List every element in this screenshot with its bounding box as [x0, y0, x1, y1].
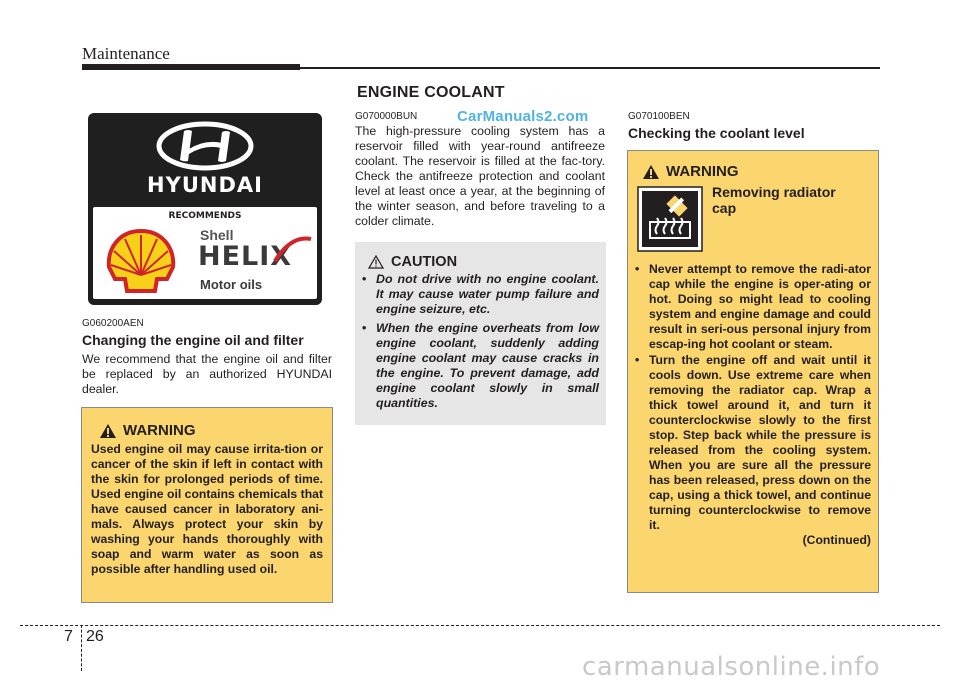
footer-vertical-divider — [81, 625, 82, 671]
check-section-code: G070100BEN — [628, 111, 690, 122]
ad-motor-oils-text: Motor oils — [200, 277, 263, 292]
watermark-bottom[interactable]: carmanualsonline.info — [582, 652, 881, 682]
warning-item — [635, 353, 871, 533]
chapter-number: 7 — [64, 628, 73, 645]
ad-shell-text: Shell — [200, 227, 234, 243]
caution-item-text: Do not drive with no engine coolant. It may cause water pump failure and engine seizure, etc. — [376, 272, 599, 316]
page-heading: ENGINE COOLANT — [357, 84, 505, 101]
continued-label: (Continued) — [802, 533, 871, 547]
ad-white-panel — [93, 207, 317, 299]
warning-item — [635, 262, 871, 352]
helix-swoosh-icon — [273, 235, 313, 265]
oil-warning-box — [81, 407, 333, 603]
caution-title: CAUTION — [391, 254, 458, 270]
oil-section-body: We recommend that the engine oil and filter be replaced by an authorized HYUNDAI dealer. — [82, 352, 332, 396]
ad-recommends-text: RECOMMENDS — [168, 211, 242, 221]
ad-brand-text: HYUNDAI — [147, 173, 263, 197]
hot-coolant-icon — [637, 186, 703, 252]
coolant-section-body: The high-pressure cooling system has a reservoir filled with year-round antifreeze coolant. The reservoir is filled at the fac-tory. Check the antifreeze protection and coolant level at least once a year, at the beginning of the winter season, and before traveling to a colder climate. — [355, 124, 605, 228]
header-rule-thin — [300, 67, 880, 69]
bullet-icon: • — [362, 321, 367, 335]
radiator-warning-box — [627, 150, 879, 593]
hyundai-shell-ad-image — [88, 113, 322, 305]
caution-item-text: When the engine overheats from low engine coolant, suddenly adding engine coolant may cause cracks in the engine. To prevent damage, add engine coolant slowly in small quantities. — [376, 321, 599, 410]
oil-warning-text: Used engine oil may cause irrita-tion or cancer of the skin if left in contact with the skin for prolonged periods of time. Used engine oil contains chemicals that have caused cancer in laboratory ani-mals. Always protect your skin by washing your hands thoroughly with soap and warm water as soon as possible after handling used oil. — [91, 442, 323, 576]
warning-item-text: Never attempt to remove the radi-ator cap while the engine is oper-ating or hot. Doing so might lead to cooling system and engine damage and could result in seri-ous personal injury from escap-ing hot coolant or steam. — [649, 262, 871, 351]
radiator-warning-subtitle: Removing radiator cap — [712, 184, 836, 216]
bullet-icon: • — [635, 353, 640, 367]
radiator-warning-title: WARNING — [666, 163, 739, 180]
oil-warning-title: WARNING — [123, 422, 196, 439]
footer-divider — [20, 625, 940, 626]
caution-triangle-icon — [368, 255, 384, 269]
bullet-icon: • — [635, 262, 640, 276]
page-number: 26 — [86, 628, 104, 645]
header-rule-thick — [82, 64, 300, 70]
caution-item — [362, 272, 599, 317]
shell-pecten-icon — [101, 225, 181, 297]
warning-triangle-icon — [642, 164, 660, 180]
coolant-section-code: G070000BUN — [355, 111, 418, 122]
radiator-warning-list — [635, 262, 871, 548]
ad-helix-text: HELIX — [198, 241, 293, 272]
oil-section-code: G060200AEN — [82, 318, 144, 329]
check-section-title: Checking the coolant level — [628, 125, 805, 141]
caution-box — [355, 242, 606, 425]
watermark-top[interactable]: CarManuals2.com — [457, 108, 589, 125]
section-title: Maintenance — [82, 44, 170, 63]
caution-item — [362, 321, 599, 411]
warning-triangle-icon — [99, 423, 117, 439]
bullet-icon: • — [362, 272, 367, 286]
oil-section-title: Changing the engine oil and filter — [82, 332, 304, 348]
warning-item-text: Turn the engine off and wait until it cools down. Use extreme care when removing the radiator cap. Wrap a thick towel around it, and turn it counterclockwise slowly to the first stop. Step back while the pressure is released from the cooling system. When you are sure all the pressure has been released, press down on the cap, using a thick towel, and continue turning counterclockwise to remove it. — [649, 353, 871, 532]
